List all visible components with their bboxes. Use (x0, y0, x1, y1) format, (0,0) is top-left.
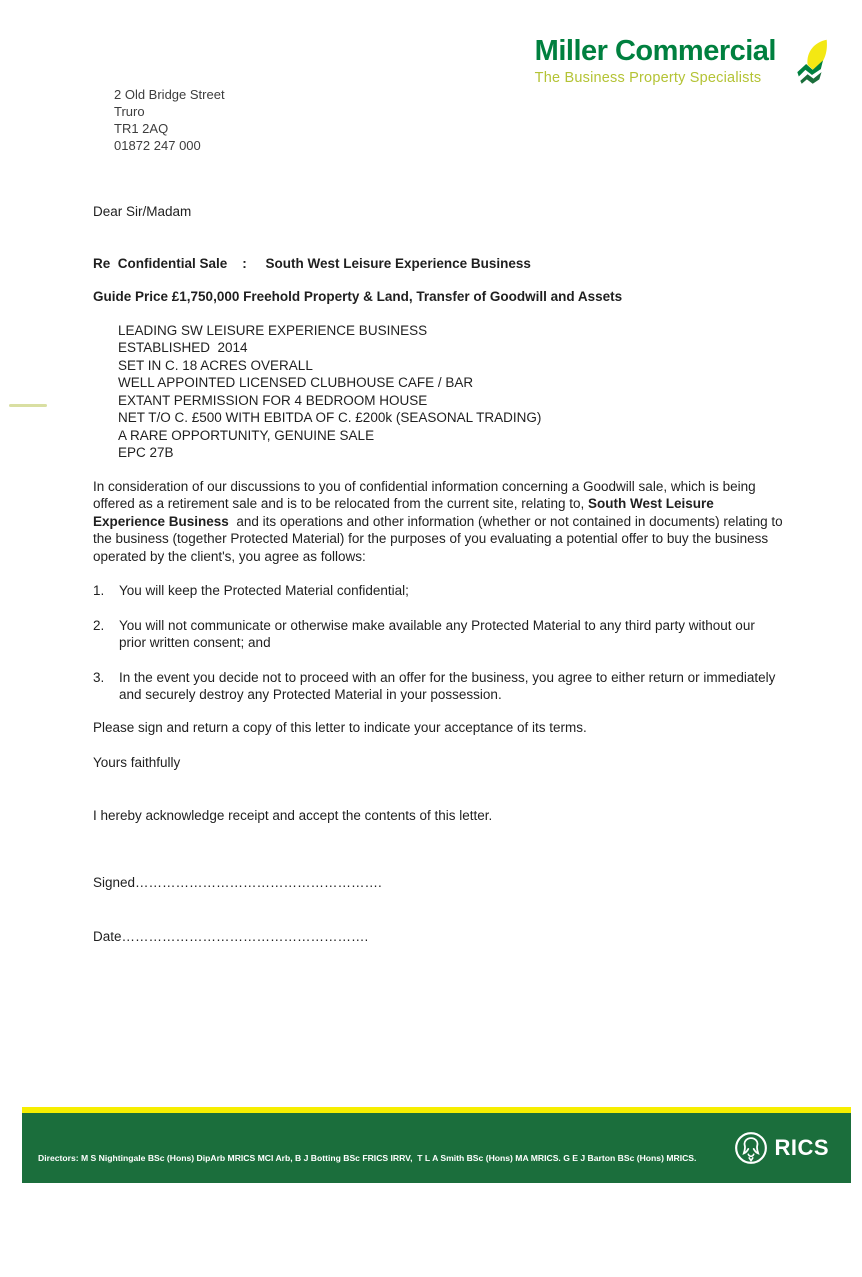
acceptance-request-line: Please sign and return a copy of this letter to indicate your acceptance of its terms. (93, 719, 587, 735)
sender-address (114, 86, 225, 154)
acknowledgement-line: I hereby acknowledge receipt and accept the contents of this letter. (93, 807, 493, 823)
address-town: Truro (114, 104, 145, 119)
intro-paragraph (93, 478, 787, 566)
term-item (93, 582, 783, 600)
address-postcode: TR1 2AQ (114, 121, 169, 136)
footer-legal-text (38, 1119, 696, 1277)
term-text: You will not communicate or otherwise make available any Protected Material to any third party without our prior written consent; and (119, 617, 755, 650)
directors-label: Directors: (38, 1153, 81, 1163)
rics-logo (733, 1130, 829, 1166)
feature-item: A RARE OPPORTUNITY, GENUINE SALE (118, 427, 375, 443)
rics-lion-icon (733, 1130, 769, 1166)
feature-list (93, 322, 783, 462)
guide-price-line: Guide Price £1,750,000 Freehold Property & Land, Transfer of Goodwill and Assets (93, 289, 623, 304)
brand-name: Miller Commercial (534, 35, 776, 67)
intro-post: and its operations and other information (whether or not contained in documents) relating to the business (together Protected Material) for the purposes of you evaluating a potential offer to buy the business operated by the client's, you agree as follows: (93, 513, 787, 564)
footer-green-bar (22, 1113, 851, 1247)
term-number: 3. (93, 669, 105, 685)
footer (22, 1107, 851, 1247)
address-street: 2 Old Bridge Street (114, 87, 225, 102)
feature-item: SET IN C. 18 ACRES OVERALL (118, 357, 313, 373)
intro-business-name: South West Leisure Experience Business (93, 496, 718, 529)
term-number: 2. (93, 617, 105, 633)
salutation: Dear Sir/Madam (93, 204, 192, 219)
date-line: Date………………………………………………. (93, 928, 369, 944)
signature-line: Signed………………………………………………. (93, 875, 382, 890)
registration-line: Miller Commercial is the trading name of Miller Commercial LLP. Registered Number OC 03507535. Registered in England and Wales. VAT Reg. No (38, 1195, 606, 1205)
valediction: Yours faithfully (93, 755, 181, 770)
feature-item: EPC 27B (118, 445, 174, 460)
term-item (93, 617, 783, 652)
directors-line (38, 1151, 696, 1165)
leaf-flame-swoosh-icon (790, 38, 834, 90)
address-phone: 01872 247 000 (114, 138, 201, 153)
feature-item: WELL APPOINTED LICENSED CLUBHOUSE CAFE / BAR (118, 375, 474, 390)
brand-block (535, 36, 834, 90)
fold-mark (9, 404, 47, 407)
feature-item: ESTABLISHED 2014 (118, 340, 248, 355)
directors-names: M S Nightingale BSc (Hons) DipArb MRICS MCI Arb, B J Botting BSc FRICS IRRV, T L A Smith BSc (Hons) MA MRICS. G E J Barton BSc (Hons) MRICS. (80, 1153, 697, 1163)
rics-wordmark: RICS (774, 1135, 829, 1160)
vat-partners-line: 711 8683 31. 'Partners' is used to refer to a member of Miller Commercial LLP. (38, 1237, 338, 1247)
feature-item: EXTANT PERMISSION FOR 4 BEDROOM HOUSE (118, 392, 428, 408)
term-text: In the event you decide not to proceed with an offer for the business, you agree to either return or immediately and securely destroy any Protected Material in your possession. (119, 669, 776, 702)
term-number: 1. (93, 583, 105, 598)
brand-tagline: The Business Property Specialists (534, 70, 762, 87)
term-text: You will keep the Protected Material confidential; (119, 583, 409, 598)
feature-item: LEADING SW LEISURE EXPERIENCE BUSINESS (118, 322, 428, 338)
intro-pre: In consideration of our discussions to you of confidential information concerning a Goodwill sale, which is being offered as a retirement sale and is to be relocated from the current site, relating to, (93, 478, 760, 511)
feature-item: NET T/O C. £500 WITH EBITDA OF C. £200k (SEASONAL TRADING) (118, 410, 542, 425)
re-subject-line: Re Confidential Sale : South West Leisure Experience Business (93, 255, 531, 271)
terms-list (93, 582, 783, 704)
term-item (93, 669, 783, 704)
letter-body (93, 203, 787, 945)
